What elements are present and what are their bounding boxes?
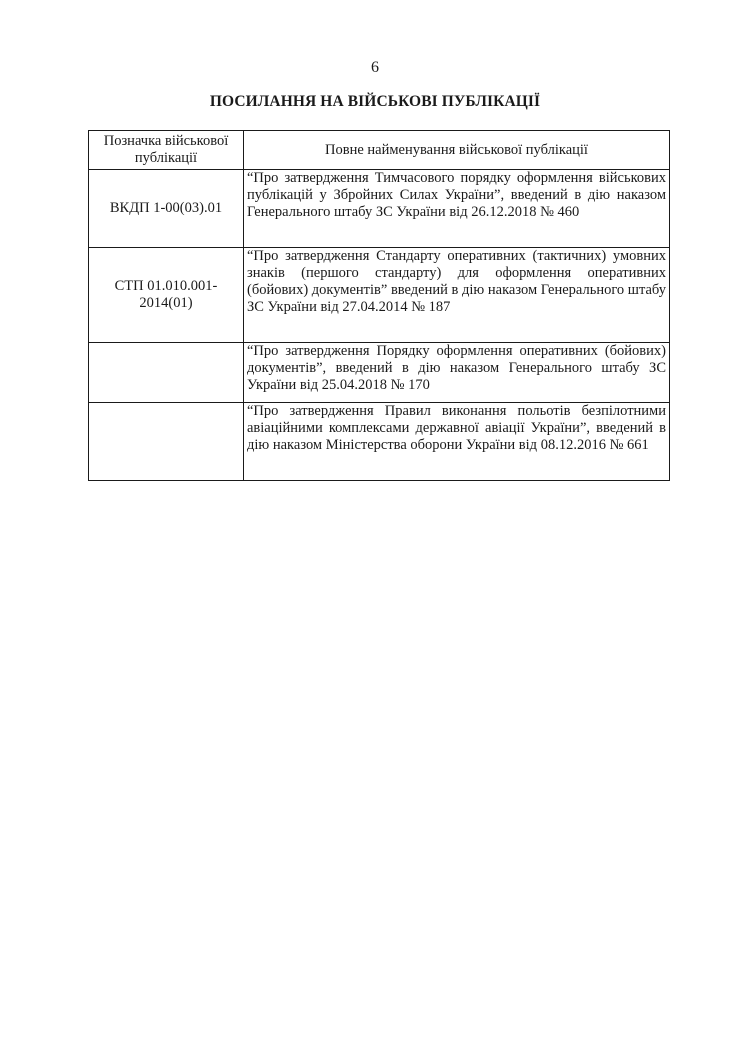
table-row xyxy=(89,248,670,343)
table-header xyxy=(89,131,670,170)
publication-code: СТП 01.010.001-2014(01) xyxy=(89,248,244,343)
table-row xyxy=(89,343,670,403)
page-number: 6 xyxy=(371,59,379,76)
publication-name: “Про затвердження Тимчасового порядку оформлення військових публікацій у Збройних Силах України”, введений в дію наказом Генерального штабу ЗС України від 26.12.2018 № 460 xyxy=(244,170,670,248)
publication-name: “Про затвердження Правил виконання польотів безпілотними авіаційними комплексами державної авіації України”, введений в дію наказом Міністерства оборони України від 08.12.2016 № 661 xyxy=(244,403,670,481)
table-body xyxy=(89,170,670,481)
publication-code: ВКДП 1-00(03).01 xyxy=(89,170,244,248)
table-row xyxy=(89,403,670,481)
publication-code xyxy=(89,343,244,403)
table-header-row xyxy=(89,131,670,170)
publications-table xyxy=(88,130,670,481)
page-title: ПОСИЛАННЯ НА ВІЙСЬКОВІ ПУБЛІКАЦІЇ xyxy=(209,93,541,110)
header-publication-name: Повне найменування військової публікації xyxy=(244,131,670,170)
publication-code xyxy=(89,403,244,481)
publication-name: “Про затвердження Порядку оформлення оперативних (бойових) документів”, введений в дію наказом Генерального штабу ЗС України від 25.04.2018 № 170 xyxy=(244,343,670,403)
table-row xyxy=(89,170,670,248)
header-publication-code: Позначка військової публікації xyxy=(89,131,244,170)
publication-name: “Про затвердження Стандарту оперативних (тактичних) умовних знаків (першого стандарту) для оформлення оперативних (бойових) документів” введений в дію наказом Генерального штабу ЗС України від 27.04.2014 № 187 xyxy=(244,248,670,343)
